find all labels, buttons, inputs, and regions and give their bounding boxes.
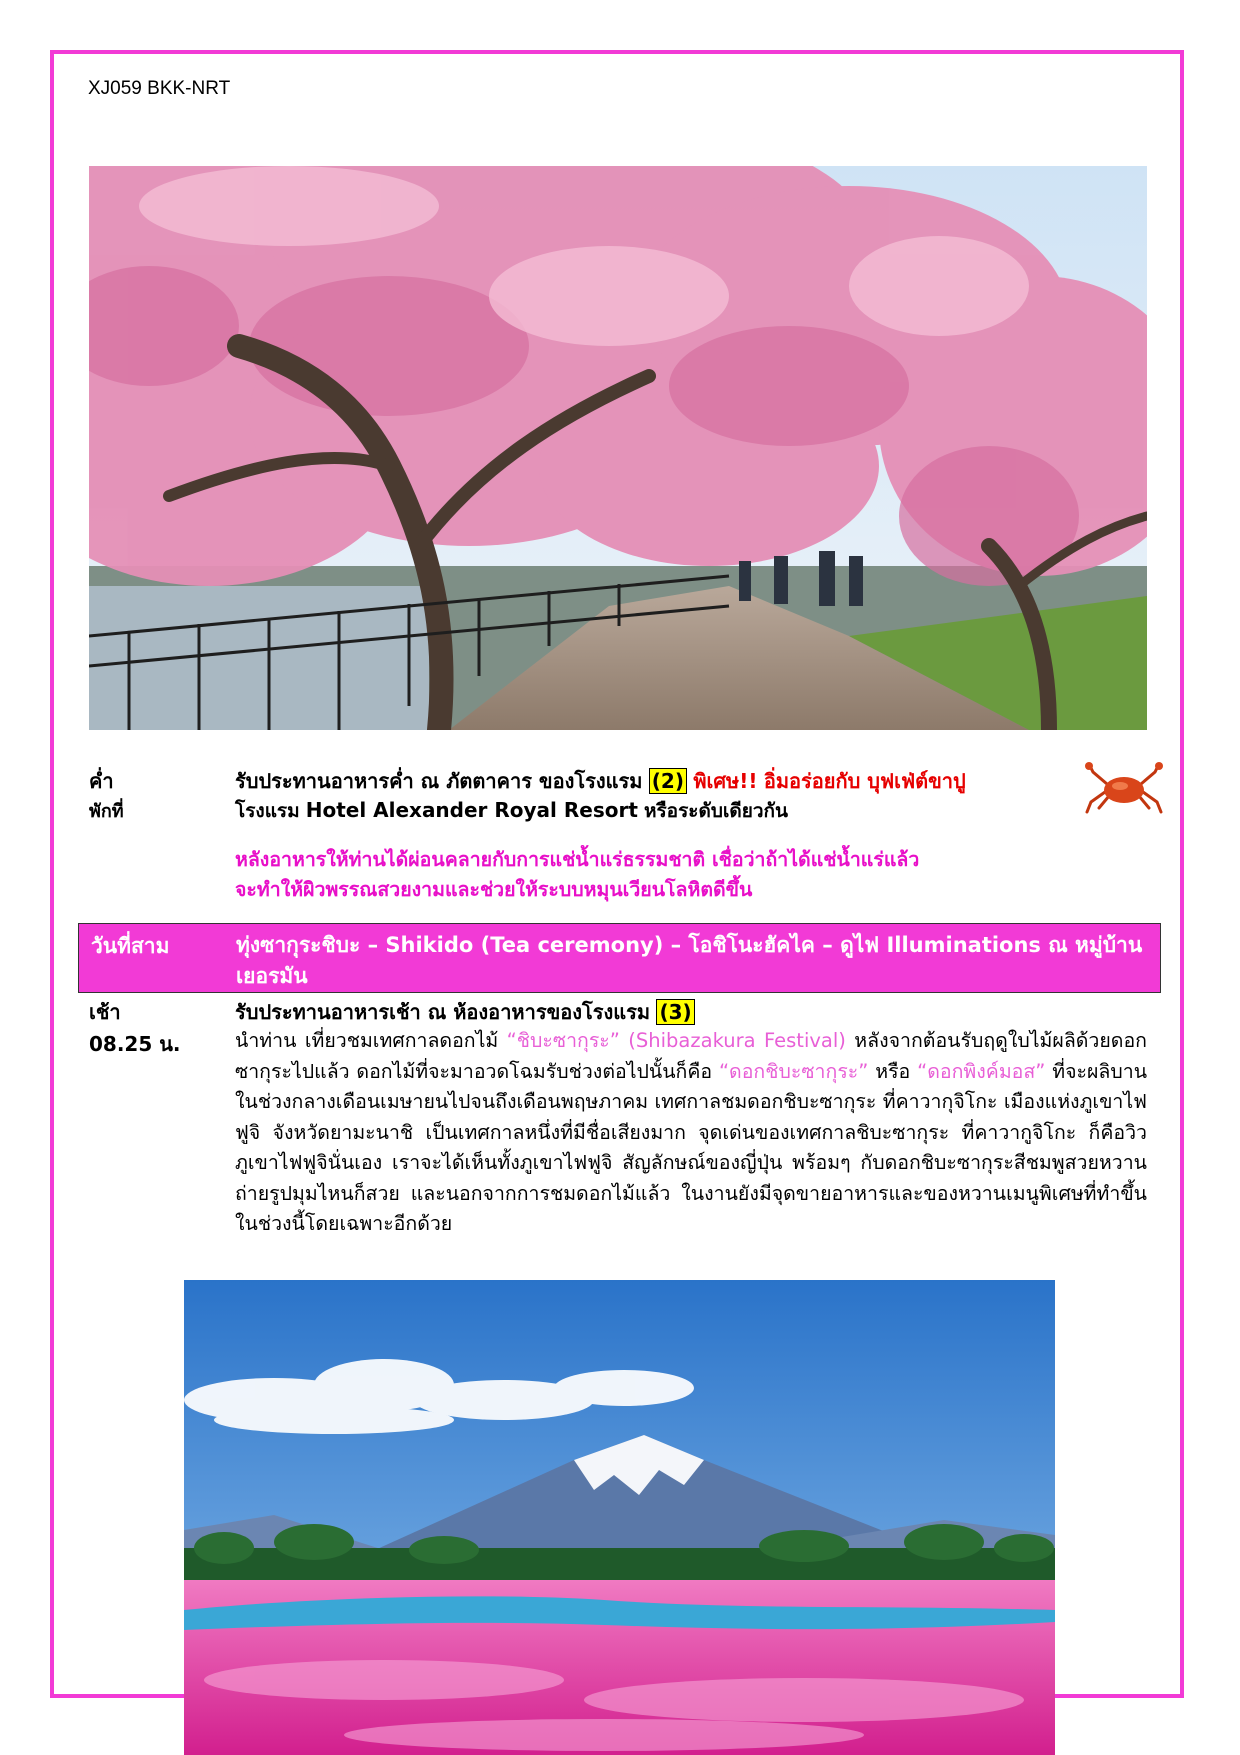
onsen-note-line2: จะทำให้ผิวพรรณสวยงามและช่วยให้ระบบหมุนเวียนโลหิตดีขึ้น bbox=[235, 878, 753, 901]
breakfast-line bbox=[235, 996, 695, 1028]
day-header-band bbox=[78, 923, 1161, 993]
stay-hotel: Hotel Alexander Royal Resort bbox=[305, 798, 638, 822]
stay-prefix: โรงแรม bbox=[235, 800, 300, 822]
breakfast-meal-number: (3) bbox=[656, 999, 694, 1025]
day-label: วันที่สาม bbox=[91, 934, 170, 958]
breakfast-label: เช้า bbox=[89, 1000, 121, 1024]
crab-icon bbox=[1085, 762, 1163, 814]
para-middle: หลังจากต้อนรับฤดูใบไม้ผลิด้วยดอกซากุระไปแล้ว ดอกไม้ที่จะมาอวดโฉมรับช่วงต่อไปนั้นก็คือ bbox=[235, 1029, 1147, 1083]
schedule-time: 08.25 น. bbox=[89, 1032, 181, 1056]
stay-line bbox=[235, 796, 788, 826]
shibazakura-paragraph bbox=[235, 1026, 1147, 1240]
dinner-line bbox=[235, 765, 966, 797]
breakfast-text: รับประทานอาหารเช้า ณ ห้องอาหารของโรงแรม bbox=[235, 1000, 651, 1024]
para-intro: นำท่าน เที่ยวชมเทศกาลดอกไม้ bbox=[235, 1029, 499, 1052]
para-or: หรือ bbox=[875, 1059, 911, 1083]
onsen-note-line1: หลังอาหารให้ท่านได้ผ่อนคลายกับการแช่น้ำแร่ธรรมชาติ เชื่อว่าถ้าได้แช่น้ำแร่แล้ว bbox=[235, 848, 920, 871]
stay-suffix: หรือระดับเดียวกัน bbox=[643, 800, 789, 822]
day-title: ทุ่งซากุระชิบะ – Shikido (Tea ceremony) – โอชิโนะฮัคไค – ดูไฟ Illuminations ณ หมู่บ้านเยอรมัน bbox=[236, 933, 1143, 988]
para-flower-pinkmoss: “ดอกพิงค์มอส” bbox=[917, 1059, 1046, 1083]
para-rest: ที่จะผลิบานในช่วงกลางเดือนเมษายนไปจนถึงเดือนพฤษภาคม เทศกาลชมดอกชิบะซากุระ ที่คาวากุจิโกะ เมืองแห่งภูเขาไฟฟูจิ จังหวัดยามะนาชิ เป็นเทศกาลหนึ่งที่มีชื่อเสียงมาก จุดเด่นของเทศกาลชิบะซากุระ ที่คาวากูจิโกะ ก็คือวิวภูเขาไฟฟูจินั่นเอง เราจะได้เห็นทั้งภูเขาไฟฟูจิ สัญลักษณ์ของญี่ปุ่น พร้อมๆ กับดอกชิบะซากุระสีชมพูสวยหวาน ถ่ายรูปมุมไหนก็สวย และนอกจากการชมดอกไม้แล้ว ในงานยังมีจุดขายอาหารและของหวานเมนูพิเศษที่ทำขึ้นในช่วงนี้โดยเฉพาะอีกด้วย bbox=[235, 1059, 1148, 1235]
stay-label: พักที่ bbox=[89, 801, 124, 822]
dinner-special: พิเศษ!! bbox=[693, 769, 758, 793]
tour-code: XJ059 BKK-NRT bbox=[88, 78, 231, 99]
mount-fuji-shibazakura-photo bbox=[184, 1280, 1055, 1755]
para-festival-en: (Shibazakura Festival) bbox=[628, 1029, 846, 1052]
para-festival-th: “ชิบะซากุระ” bbox=[506, 1029, 620, 1052]
para-flower-shiba: “ดอกชิบะซากุระ” bbox=[718, 1059, 869, 1083]
dinner-special-desc: อิ่มอร่อยกับ บุฟเฟ่ต์ขาปู bbox=[763, 769, 966, 793]
dinner-text: รับประทานอาหารค่ำ ณ ภัตตาคาร ของโรงแรม bbox=[235, 769, 643, 793]
cherry-blossom-photo bbox=[89, 166, 1147, 730]
dinner-meal-number: (2) bbox=[649, 768, 687, 794]
dinner-label: ค่ำ bbox=[89, 769, 114, 793]
